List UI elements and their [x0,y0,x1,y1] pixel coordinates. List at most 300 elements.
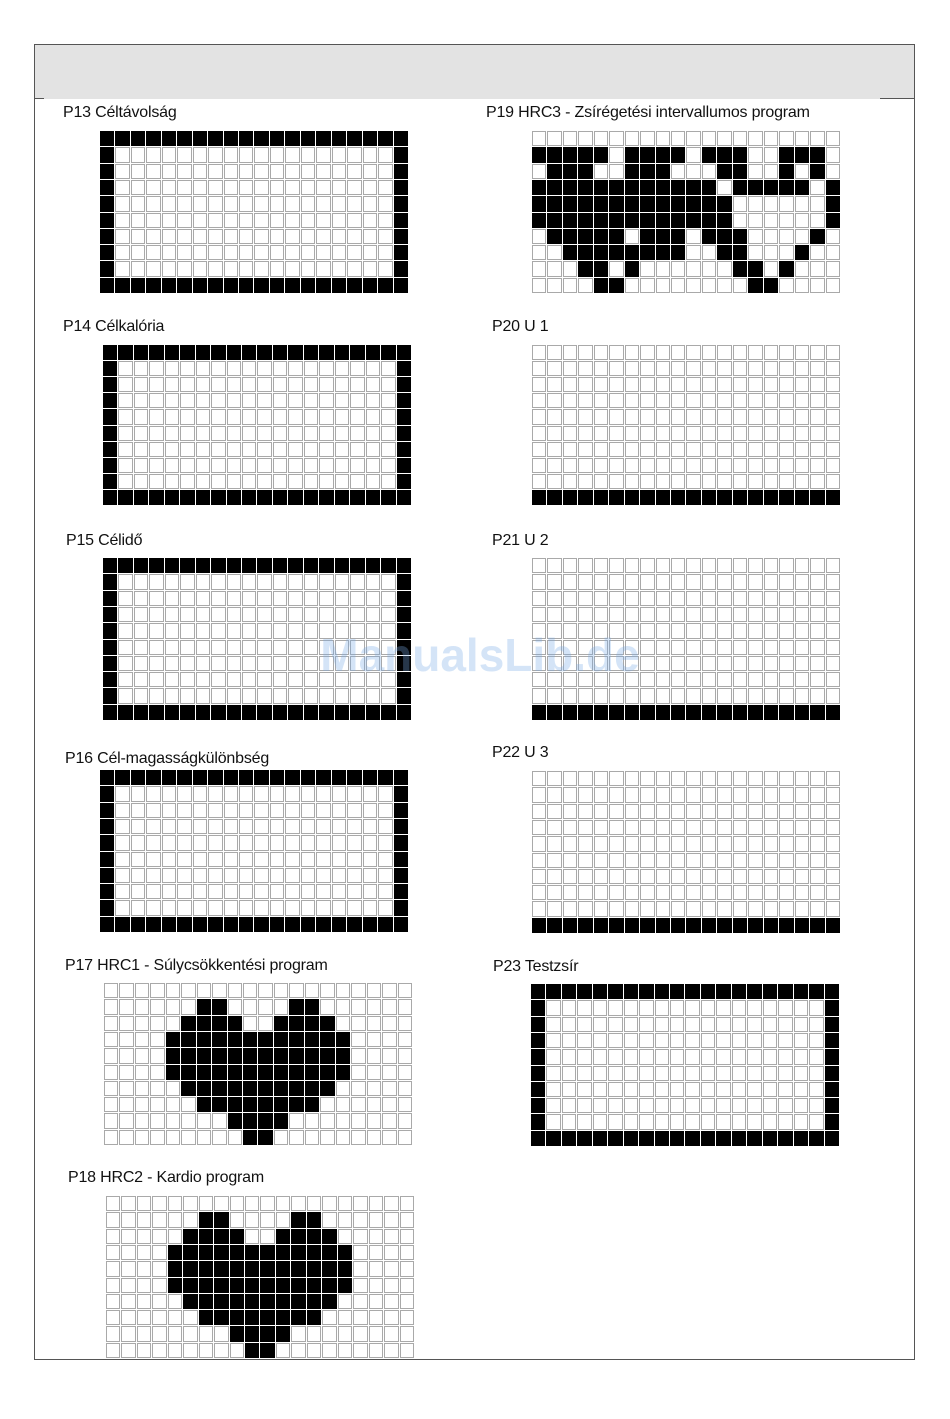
grid-cell [810,458,824,473]
grid-cell [608,1049,622,1064]
grid-cell [305,1113,319,1128]
grid-cell [748,245,762,260]
grid-cell [366,426,380,441]
grid-cell [686,640,700,655]
grid-cell [270,261,284,276]
grid-cell [135,983,149,998]
grid-cell [397,705,411,720]
grid-cell [367,1032,381,1047]
grid-cell [378,786,392,801]
grid-cell [563,771,577,786]
grid-cell [625,771,639,786]
grid-cell [609,196,623,211]
grid-cell [230,1310,244,1325]
grid-cell [254,196,268,211]
grid-cell [398,1097,412,1112]
grid-cell [640,804,654,819]
grid-cell [134,361,148,376]
grid-cell [625,229,639,244]
grid-cell [257,442,271,457]
grid-cell [670,1033,684,1048]
grid-cell [350,490,364,505]
grid-cell [197,999,211,1014]
grid-cell [335,558,349,573]
grid-cell [193,278,207,293]
grid-cell [149,688,163,703]
grid-cell [336,1065,350,1080]
grid-cell [243,999,257,1014]
grid-cell [224,819,238,834]
grid-cell [242,426,256,441]
grid-cell [322,1343,336,1358]
grid-cell [103,377,117,392]
grid-cell [670,1131,684,1146]
grid-cell [100,131,114,146]
grid-cell [733,196,747,211]
grid-cell [149,361,163,376]
grid-cell [795,213,809,228]
grid-cell [350,607,364,622]
grid-cell [211,442,225,457]
grid-cell [152,1229,166,1244]
grid-cell [274,1065,288,1080]
grid-cell [193,196,207,211]
grid-cell [180,393,194,408]
grid-cell [578,623,592,638]
grid-cell [702,345,716,360]
grid-cell [274,1048,288,1063]
grid-cell [121,1245,135,1260]
grid-cell [335,574,349,589]
grid-cell [152,1278,166,1293]
grid-cell [257,409,271,424]
grid-cell [347,261,361,276]
grid-cell [795,393,809,408]
grid-cell [532,409,546,424]
grid-cell [149,377,163,392]
grid-cell [242,656,256,671]
grid-cell [594,836,608,851]
grid-cell [274,1130,288,1145]
grid-cell [224,245,238,260]
grid-cell [100,164,114,179]
grid-cell [733,458,747,473]
grid-cell [795,869,809,884]
grid-cell [779,787,793,802]
grid-cell [546,1049,560,1064]
grid-cell [319,688,333,703]
grid-cell [350,656,364,671]
grid-cell [578,804,592,819]
grid-cell [214,1294,228,1309]
grid-cell [394,180,408,195]
grid-cell [350,705,364,720]
grid-cell [149,640,163,655]
grid-cell [227,409,241,424]
grid-cell [547,474,561,489]
grid-cell [640,591,654,606]
grid-cell [640,196,654,211]
grid-cell [260,1326,274,1341]
grid-cell [702,869,716,884]
grid-cell [547,820,561,835]
grid-cell [336,1032,350,1047]
grid-cell [779,672,793,687]
grid-cell [149,393,163,408]
grid-cell [245,1245,259,1260]
grid-cell [826,196,840,211]
grid-cell [162,884,176,899]
grid-cell [397,688,411,703]
grid-cell [258,1097,272,1112]
grid-cell [656,640,670,655]
grid-cell [137,1229,151,1244]
grid-cell [594,278,608,293]
grid-cell [717,213,731,228]
grid-cell [106,1196,120,1211]
grid-cell [177,180,191,195]
grid-cell [304,558,318,573]
grid-cell [100,196,114,211]
grid-cell [149,607,163,622]
grid-cell [146,131,160,146]
grid-cell [624,1049,638,1064]
grid-cell [347,229,361,244]
grid-cell [717,131,731,146]
grid-cell [578,901,592,916]
grid-cell [177,852,191,867]
grid-cell [810,245,824,260]
grid-cell [826,458,840,473]
grid-cell [578,361,592,376]
grid-cell [593,1114,607,1129]
grid-cell [578,474,592,489]
grid-cell [351,1032,365,1047]
grid-cell [532,656,546,671]
grid-cell [273,656,287,671]
grid-cell [547,885,561,900]
grid-cell [150,1113,164,1128]
grid-cell [291,1212,305,1227]
grid-cell [273,623,287,638]
grid-cell [316,147,330,162]
grid-cell [686,804,700,819]
grid-cell [702,688,716,703]
grid-cell [239,164,253,179]
grid-cell [397,623,411,638]
grid-cell [671,672,685,687]
grid-cell [702,705,716,720]
grid-cell [347,278,361,293]
grid-cell [826,180,840,195]
grid-cell [135,1016,149,1031]
grid-cell [532,688,546,703]
grid-cell [254,803,268,818]
grid-cell [640,131,654,146]
grid-cell [322,1245,336,1260]
grid-cell [332,245,346,260]
grid-cell [100,261,114,276]
grid-cell [593,1033,607,1048]
grid-cell [121,1310,135,1325]
grid-cell [810,442,824,457]
grid-cell [686,409,700,424]
grid-cell [338,1261,352,1276]
grid-cell [532,377,546,392]
grid-cell [350,591,364,606]
grid-cell [131,213,145,228]
grid-cell [810,820,824,835]
grid-cell [319,426,333,441]
grid-cell [532,672,546,687]
grid-cell [103,558,117,573]
grid-cell [826,804,840,819]
grid-cell [165,442,179,457]
grid-cell [531,1114,545,1129]
grid-cell [578,591,592,606]
grid-cell [183,1326,197,1341]
grid-cell [274,983,288,998]
grid-cell [563,688,577,703]
grid-cell [656,196,670,211]
grid-cell [594,558,608,573]
grid-cell [347,245,361,260]
grid-cell [196,688,210,703]
grid-cell [562,1082,576,1097]
grid-cell [656,131,670,146]
grid-cell [224,278,238,293]
grid-cell [763,1017,777,1032]
grid-cell [289,1130,303,1145]
grid-cell [260,1310,274,1325]
grid-cell [748,409,762,424]
grid-cell [257,393,271,408]
grid-cell [656,458,670,473]
grid-cell [162,803,176,818]
grid-cell [609,901,623,916]
grid-cell [594,640,608,655]
grid-cell [162,164,176,179]
grid-cell [578,196,592,211]
grid-cell [609,361,623,376]
grid-cell [118,672,132,687]
grid-cell [671,261,685,276]
grid-cell [671,278,685,293]
grid-cell [717,787,731,802]
grid-cell [193,917,207,932]
grid-cell [193,261,207,276]
grid-cell [289,1081,303,1096]
grid-cell [332,180,346,195]
grid-cell [118,474,132,489]
grid-cell [546,1131,560,1146]
grid-cell [363,229,377,244]
grid-cell [733,640,747,655]
grid-cell [733,574,747,589]
grid-cell [398,999,412,1014]
grid-cell [208,131,222,146]
grid-cell [106,1212,120,1227]
grid-cell [149,490,163,505]
grid-cell [224,835,238,850]
grid-cell [243,1032,257,1047]
grid-cell [764,393,778,408]
grid-cell [795,196,809,211]
grid-cell [168,1310,182,1325]
grid-cell [239,147,253,162]
grid-cell [398,1016,412,1031]
grid-cell [242,607,256,622]
grid-cell [563,853,577,868]
grid-cell [243,1097,257,1112]
grid-cell [351,983,365,998]
grid-cell [131,786,145,801]
grid-cell [655,1033,669,1048]
grid-cell [639,1049,653,1064]
grid-cell [382,1048,396,1063]
grid-cell [270,164,284,179]
grid-cell [193,835,207,850]
grid-cell [118,558,132,573]
grid-cell [640,180,654,195]
grid-cell [810,131,824,146]
grid-cell [748,377,762,392]
grid-cell [168,1229,182,1244]
grid-cell [316,770,330,785]
grid-cell [304,640,318,655]
grid-cell [165,640,179,655]
grid-cell [717,640,731,655]
grid-cell [670,1082,684,1097]
grid-cell [384,1261,398,1276]
grid-cell [686,688,700,703]
grid-cell [640,787,654,802]
program-label: P17 HRC1 - Súlycsökkentési program [65,957,328,974]
grid-cell [319,377,333,392]
grid-cell [338,1294,352,1309]
grid-cell [119,983,133,998]
grid-cell [733,885,747,900]
grid-cell [733,804,747,819]
grid-cell [285,900,299,915]
grid-cell [685,1131,699,1146]
grid-cell [594,474,608,489]
grid-cell [378,884,392,899]
program-label: P19 HRC3 - Zsírégetési intervallumos program [486,104,810,121]
grid-cell [594,196,608,211]
grid-cell [177,229,191,244]
grid-cell [826,164,840,179]
grid-cell [239,852,253,867]
grid-cell [732,1017,746,1032]
grid-cell [285,770,299,785]
grid-cell [547,607,561,622]
grid-cell [764,705,778,720]
grid-cell [702,131,716,146]
grid-cell [594,261,608,276]
grid-cell [400,1261,414,1276]
grid-cell [193,770,207,785]
grid-cell [338,1245,352,1260]
grid-cell [578,771,592,786]
grid-cell [304,705,318,720]
grid-cell [732,1066,746,1081]
grid-cell [382,1081,396,1096]
grid-cell [594,688,608,703]
grid-cell [228,1097,242,1112]
grid-cell [270,180,284,195]
grid-cell [307,1212,321,1227]
grid-cell [810,229,824,244]
grid-cell [640,705,654,720]
grid-cell [152,1326,166,1341]
grid-cell [717,656,731,671]
grid-cell [531,1098,545,1113]
grid-cell [400,1294,414,1309]
grid-cell [131,131,145,146]
grid-cell [733,672,747,687]
grid-cell [764,901,778,916]
grid-cell [578,574,592,589]
grid-cell [165,426,179,441]
grid-cell [732,1033,746,1048]
grid-cell [227,345,241,360]
grid-cell [332,884,346,899]
grid-cell [367,1113,381,1128]
grid-cell [254,213,268,228]
grid-cell [733,688,747,703]
grid-cell [103,409,117,424]
grid-cell [702,442,716,457]
grid-cell [733,164,747,179]
grid-cell [398,1065,412,1080]
program-label: P23 Testzsír [493,958,579,975]
grid-cell [826,558,840,573]
grid-cell [180,409,194,424]
grid-cell [224,261,238,276]
grid-cell [779,442,793,457]
grid-cell [701,1049,715,1064]
grid-cell [214,1261,228,1276]
grid-cell [100,147,114,162]
grid-cell [624,1114,638,1129]
grid-cell [180,490,194,505]
grid-cell [146,180,160,195]
grid-cell [764,213,778,228]
grid-cell [181,1048,195,1063]
grid-cell [228,1065,242,1080]
grid-cell [134,426,148,441]
grid-cell [594,705,608,720]
grid-cell [826,705,840,720]
grid-cell [795,656,809,671]
grid-cell [208,229,222,244]
grid-cell [149,345,163,360]
grid-cell [625,196,639,211]
grid-cell [338,1212,352,1227]
grid-cell [764,558,778,573]
grid-cell [609,574,623,589]
grid-cell [733,705,747,720]
grid-cell [593,1098,607,1113]
grid-cell [106,1294,120,1309]
grid-cell [625,131,639,146]
grid-cell [276,1294,290,1309]
grid-cell [336,999,350,1014]
grid-cell [795,688,809,703]
grid-cell [257,490,271,505]
grid-cell [230,1326,244,1341]
